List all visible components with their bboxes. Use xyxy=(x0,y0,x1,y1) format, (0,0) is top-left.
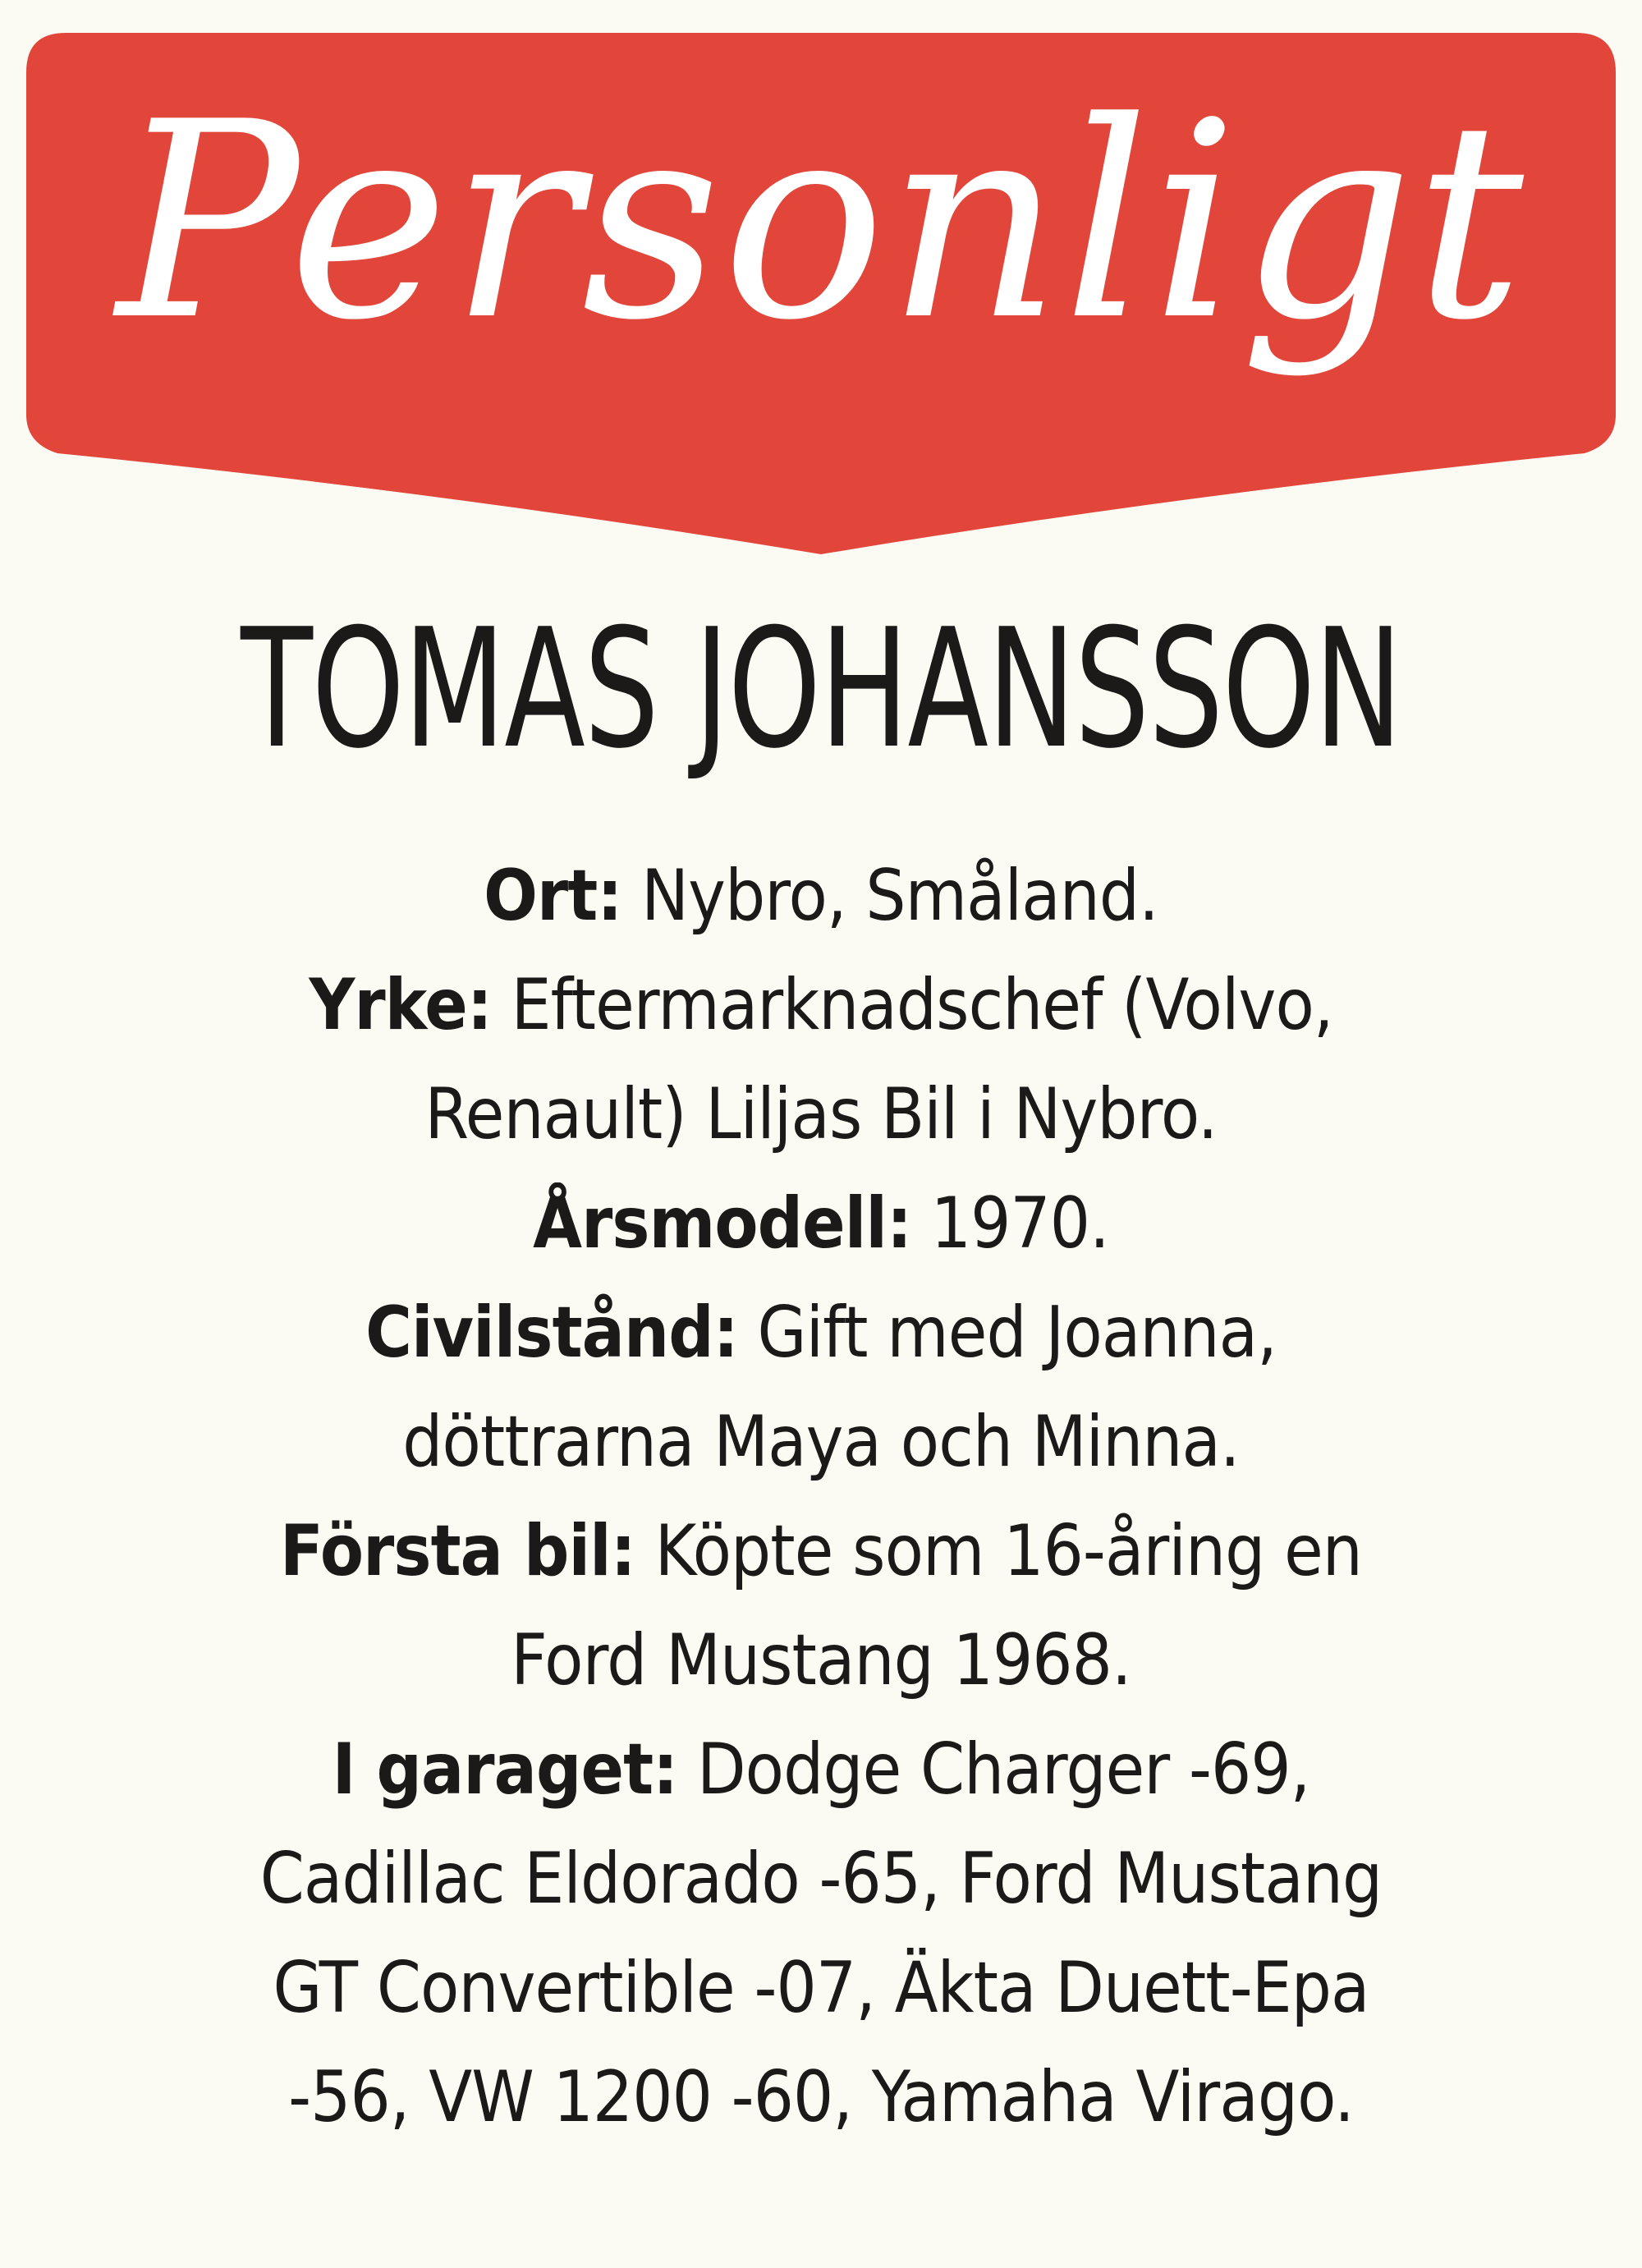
fact-label: I garaget: xyxy=(332,1729,678,1811)
fact-value: 1970. xyxy=(930,1182,1109,1265)
fact-label: Första bil: xyxy=(280,1510,635,1592)
fact-value-cont: döttrarna Maya och Minna. xyxy=(402,1401,1240,1483)
fact-forsta-bil-cont xyxy=(82,1619,1560,1701)
fact-value-cont: -56, VW 1200 -60, Yamaha Virago. xyxy=(288,2056,1354,2138)
fact-value: Eftermarknadschef (Volvo, xyxy=(511,964,1333,1046)
banner-title: Personligt xyxy=(117,64,1525,379)
fact-value-cont: Cadillac Eldorado -65, Ford Mustang xyxy=(259,1838,1383,1920)
header-banner xyxy=(0,0,1642,575)
fact-value-cont: Renault) Liljas Bil i Nybro. xyxy=(424,1073,1218,1155)
fact-value-cont: Ford Mustang 1968. xyxy=(511,1619,1131,1701)
fact-i-garaget-cont xyxy=(82,2056,1560,2138)
person-name: TOMAS JOHANSSON xyxy=(241,594,1401,785)
fact-yrke xyxy=(82,964,1560,1046)
fact-ort xyxy=(82,855,1560,937)
fact-value: Nybro, Småland. xyxy=(641,855,1158,937)
fact-i-garaget-cont xyxy=(82,1947,1560,2029)
fact-label: Civilstånd: xyxy=(365,1292,738,1374)
fact-arsmodell xyxy=(82,1182,1560,1265)
fact-value: Gift med Joanna, xyxy=(757,1292,1277,1374)
fact-forsta-bil xyxy=(82,1510,1560,1592)
fact-label: Yrke: xyxy=(309,964,492,1046)
fact-civilstand-cont xyxy=(82,1401,1560,1483)
fact-civilstand xyxy=(82,1292,1560,1374)
fact-value: Köpte som 16-åring en xyxy=(654,1510,1362,1592)
fact-i-garaget-cont xyxy=(82,1838,1560,1920)
fact-label: Årsmodell: xyxy=(533,1182,912,1265)
fact-i-garaget xyxy=(82,1729,1560,1811)
fact-value: Dodge Charger -69, xyxy=(696,1729,1310,1811)
fact-value-cont: GT Convertible -07, Äkta Duett-Epa xyxy=(273,1947,1369,2029)
fact-yrke-cont xyxy=(82,1073,1560,1155)
fact-label: Ort: xyxy=(484,855,622,937)
